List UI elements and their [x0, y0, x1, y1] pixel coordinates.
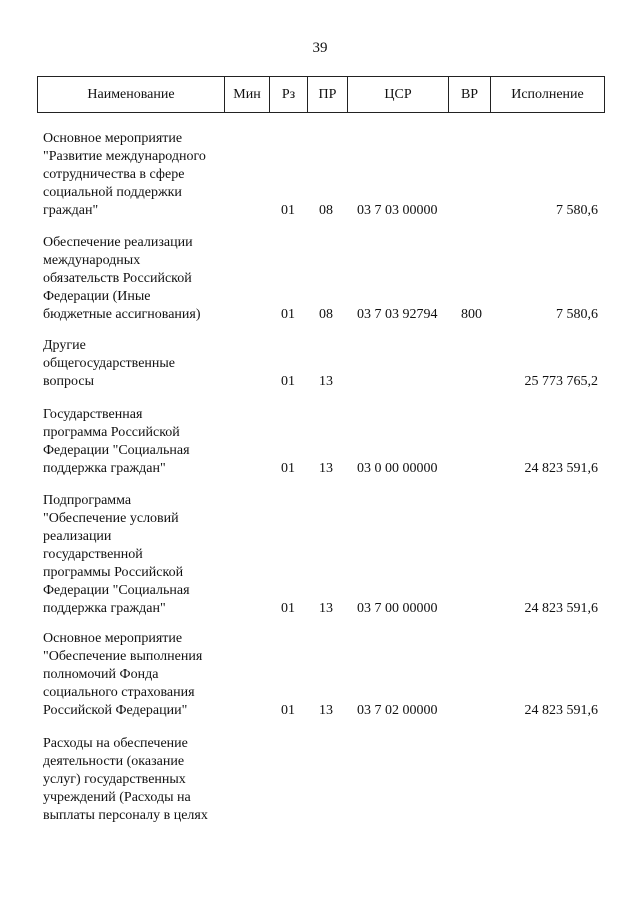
row-name-line: государственной [43, 547, 143, 562]
row-pr: 13 [319, 703, 333, 718]
row-rz: 01 [281, 703, 295, 718]
row-name-line: обязательств Российской [43, 271, 192, 286]
row-name-line: бюджетные ассигнования) [43, 307, 201, 322]
header-rz: Рз [270, 77, 308, 112]
row-pr: 08 [319, 307, 333, 322]
row-name-line: выплаты персоналу в целях [43, 808, 208, 823]
row-name-line: международных [43, 253, 141, 268]
row-csr: 03 0 00 00000 [357, 461, 438, 476]
row-name [43, 337, 243, 391]
row-name-line: Расходы на обеспечение [43, 736, 188, 751]
row-name-line: поддержка граждан" [43, 601, 166, 616]
row-pr: 13 [319, 374, 333, 389]
row-name-line: поддержка граждан" [43, 461, 166, 476]
header-name: Наименование [38, 77, 225, 112]
row-name-line: Федерации "Социальная [43, 583, 190, 598]
row-name-line: Государственная [43, 407, 143, 422]
row-name-line: услуг) государственных [43, 772, 186, 787]
row-name-line: "Развитие международного [43, 149, 206, 164]
row-name-line: Основное мероприятие [43, 631, 183, 646]
row-isp: 24 823 591,6 [524, 461, 598, 476]
header-csr: ЦСР [348, 77, 449, 112]
row-name-line: реализации [43, 529, 112, 544]
row-pr: 08 [319, 203, 333, 218]
row-name-line: Основное мероприятие [43, 131, 183, 146]
row-vr: 800 [461, 307, 482, 322]
row-name-line: социальной поддержки [43, 185, 182, 200]
header-vr: ВР [449, 77, 491, 112]
row-csr: 03 7 00 00000 [357, 601, 438, 616]
row-rz: 01 [281, 601, 295, 616]
row-csr: 03 7 03 92794 [357, 307, 438, 322]
header-pr: ПР [308, 77, 348, 112]
row-isp: 24 823 591,6 [524, 601, 598, 616]
row-name [43, 735, 243, 825]
row-name-line: Федерации "Социальная [43, 443, 190, 458]
row-rz: 01 [281, 307, 295, 322]
row-rz: 01 [281, 374, 295, 389]
row-pr: 13 [319, 601, 333, 616]
row-name-line: Другие [43, 338, 86, 353]
row-name [43, 130, 243, 220]
row-name-line: Российской Федерации" [43, 703, 188, 718]
row-name-line: полномочий Фонда [43, 667, 159, 682]
row-name-line: "Обеспечение выполнения [43, 649, 203, 664]
page-number: 39 [312, 40, 328, 56]
row-isp: 7 580,6 [556, 307, 598, 322]
row-name-line: "Обеспечение условий [43, 511, 179, 526]
row-name-line: программа Российской [43, 425, 180, 440]
header-isp: Исполнение [511, 87, 584, 102]
row-csr: 03 7 03 00000 [357, 203, 438, 218]
row-name [43, 492, 243, 618]
row-name-line: учреждений (Расходы на [43, 790, 191, 805]
row-name-line: общегосударственные [43, 356, 176, 371]
row-csr: 03 7 02 00000 [357, 703, 438, 718]
row-pr: 13 [319, 461, 333, 476]
row-name-line: Федерации (Иные [43, 289, 151, 304]
table-header [37, 76, 605, 113]
row-name-line: программы Российской [43, 565, 184, 580]
row-isp: 24 823 591,6 [524, 703, 598, 718]
row-name-line: граждан" [43, 203, 99, 218]
row-isp: 25 773 765,2 [524, 374, 598, 389]
row-name [43, 406, 243, 478]
row-name-line: вопросы [43, 374, 94, 389]
row-name-line: деятельности (оказание [43, 754, 185, 769]
row-name-line: сотрудничества в сфере [43, 167, 185, 182]
row-name [43, 234, 243, 324]
row-rz: 01 [281, 461, 295, 476]
row-isp: 7 580,6 [556, 203, 598, 218]
row-name-line: Подпрограмма [43, 493, 132, 508]
row-name-line: Обеспечение реализации [43, 235, 193, 250]
row-rz: 01 [281, 203, 295, 218]
row-name [43, 630, 243, 720]
row-name-line: социального страхования [43, 685, 195, 700]
header-min: Мин [225, 77, 270, 112]
